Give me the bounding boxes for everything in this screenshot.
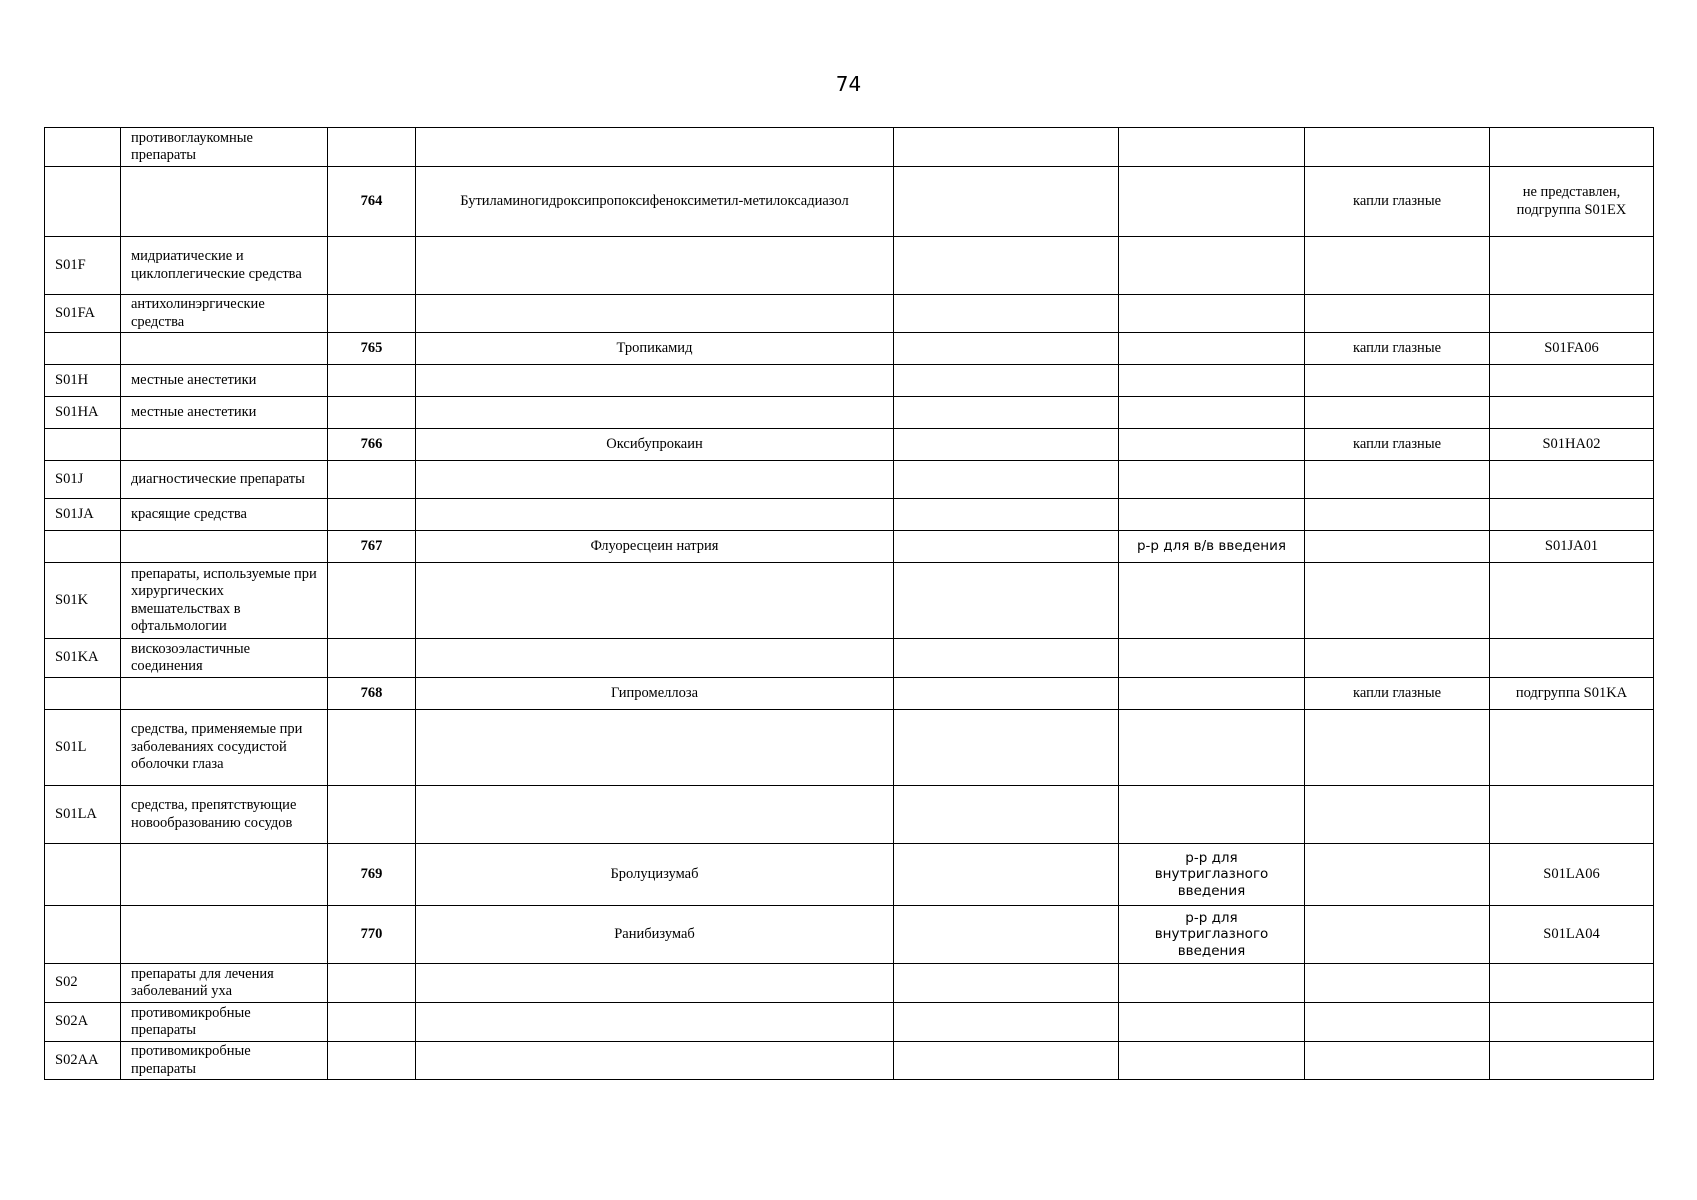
atc-code-cell: S01LA	[45, 786, 121, 844]
table-row	[45, 333, 1654, 365]
item-number-cell: 769	[328, 844, 416, 906]
group-name-cell	[121, 906, 328, 964]
item-number-cell	[328, 710, 416, 786]
injection-form-cell	[1119, 1042, 1305, 1080]
inn-cell: Гипромеллоза	[416, 678, 894, 710]
inn-cell: Ранибизумаб	[416, 906, 894, 964]
item-number-cell	[328, 1003, 416, 1042]
dosage-form-cell	[1305, 499, 1490, 531]
inn-cell	[416, 710, 894, 786]
injection-form-cell: р-р для в/в введения	[1119, 531, 1305, 563]
group-name-cell	[121, 531, 328, 563]
table-row	[45, 563, 1654, 639]
reference-cell	[1490, 128, 1654, 167]
inn-cell	[416, 295, 894, 333]
extra-cell	[894, 237, 1119, 295]
item-number-cell: 770	[328, 906, 416, 964]
group-name-cell: мидриатические и циклоплегические средства	[121, 237, 328, 295]
table-row	[45, 906, 1654, 964]
inn-cell: Флуоресцеин натрия	[416, 531, 894, 563]
dosage-form-cell	[1305, 710, 1490, 786]
extra-cell	[894, 295, 1119, 333]
injection-form-cell	[1119, 678, 1305, 710]
reference-cell	[1490, 1003, 1654, 1042]
inn-cell	[416, 128, 894, 167]
inn-cell	[416, 237, 894, 295]
reference-cell	[1490, 499, 1654, 531]
atc-code-cell: S01L	[45, 710, 121, 786]
group-name-cell	[121, 678, 328, 710]
reference-cell: S01HA02	[1490, 429, 1654, 461]
inn-cell	[416, 499, 894, 531]
dosage-form-cell	[1305, 563, 1490, 639]
atc-code-cell: S01J	[45, 461, 121, 499]
reference-cell: S01LA04	[1490, 906, 1654, 964]
group-name-cell: местные анестетики	[121, 365, 328, 397]
extra-cell	[894, 1003, 1119, 1042]
table-row	[45, 429, 1654, 461]
item-number-cell	[328, 365, 416, 397]
extra-cell	[894, 128, 1119, 167]
table-row	[45, 167, 1654, 237]
item-number-cell	[328, 237, 416, 295]
inn-cell	[416, 365, 894, 397]
table-row	[45, 964, 1654, 1003]
reference-cell	[1490, 964, 1654, 1003]
dosage-form-cell: капли глазные	[1305, 429, 1490, 461]
item-number-cell	[328, 1042, 416, 1080]
injection-form-cell	[1119, 639, 1305, 678]
injection-form-cell	[1119, 786, 1305, 844]
injection-form-cell	[1119, 1003, 1305, 1042]
inn-cell	[416, 964, 894, 1003]
injection-form-cell	[1119, 397, 1305, 429]
injection-form-cell	[1119, 499, 1305, 531]
table-row	[45, 786, 1654, 844]
table-row	[45, 844, 1654, 906]
item-number-cell	[328, 964, 416, 1003]
atc-code-cell	[45, 128, 121, 167]
extra-cell	[894, 333, 1119, 365]
injection-form-cell	[1119, 563, 1305, 639]
dosage-form-cell	[1305, 397, 1490, 429]
inn-cell	[416, 1042, 894, 1080]
table-row	[45, 365, 1654, 397]
inn-cell: Оксибупрокаин	[416, 429, 894, 461]
atc-code-cell: S01JA	[45, 499, 121, 531]
extra-cell	[894, 639, 1119, 678]
injection-form-cell	[1119, 964, 1305, 1003]
extra-cell	[894, 365, 1119, 397]
reference-cell	[1490, 639, 1654, 678]
atc-code-cell	[45, 531, 121, 563]
reference-cell	[1490, 786, 1654, 844]
page-number: 74	[835, 72, 862, 96]
atc-code-cell: S01H	[45, 365, 121, 397]
extra-cell	[894, 678, 1119, 710]
extra-cell	[894, 786, 1119, 844]
inn-cell	[416, 397, 894, 429]
dosage-form-cell	[1305, 906, 1490, 964]
extra-cell	[894, 844, 1119, 906]
atc-code-cell	[45, 333, 121, 365]
group-name-cell: противоглаукомные препараты	[121, 128, 328, 167]
table-row	[45, 710, 1654, 786]
extra-cell	[894, 1042, 1119, 1080]
item-number-cell	[328, 786, 416, 844]
inn-cell: Тропикамид	[416, 333, 894, 365]
extra-cell	[894, 397, 1119, 429]
atc-code-cell	[45, 678, 121, 710]
injection-form-cell	[1119, 128, 1305, 167]
inn-cell	[416, 461, 894, 499]
inn-cell	[416, 1003, 894, 1042]
inn-cell: Бролуцизумаб	[416, 844, 894, 906]
dosage-form-cell	[1305, 128, 1490, 167]
atc-code-cell: S01KA	[45, 639, 121, 678]
group-name-cell: средства, препятствующие новообразованию сосудов	[121, 786, 328, 844]
group-name-cell: вискозоэластичные соединения	[121, 639, 328, 678]
group-name-cell: красящие средства	[121, 499, 328, 531]
table-row	[45, 397, 1654, 429]
extra-cell	[894, 499, 1119, 531]
table-row	[45, 1003, 1654, 1042]
reference-cell	[1490, 397, 1654, 429]
atc-code-cell	[45, 167, 121, 237]
injection-form-cell	[1119, 710, 1305, 786]
group-name-cell	[121, 167, 328, 237]
reference-cell	[1490, 710, 1654, 786]
extra-cell	[894, 461, 1119, 499]
drug-table	[44, 127, 1654, 1080]
table-row	[45, 128, 1654, 167]
injection-form-cell: р-р для внутриглазного введения	[1119, 906, 1305, 964]
table-row	[45, 531, 1654, 563]
table-row	[45, 295, 1654, 333]
group-name-cell: местные анестетики	[121, 397, 328, 429]
table-row	[45, 639, 1654, 678]
inn-cell	[416, 786, 894, 844]
injection-form-cell	[1119, 333, 1305, 365]
item-number-cell: 765	[328, 333, 416, 365]
extra-cell	[894, 531, 1119, 563]
dosage-form-cell: капли глазные	[1305, 678, 1490, 710]
atc-code-cell: S02A	[45, 1003, 121, 1042]
reference-cell: S01JA01	[1490, 531, 1654, 563]
injection-form-cell	[1119, 237, 1305, 295]
injection-form-cell	[1119, 461, 1305, 499]
table-row	[45, 678, 1654, 710]
dosage-form-cell: капли глазные	[1305, 333, 1490, 365]
group-name-cell: противомикробные препараты	[121, 1042, 328, 1080]
group-name-cell	[121, 333, 328, 365]
reference-cell: S01FA06	[1490, 333, 1654, 365]
inn-cell	[416, 639, 894, 678]
reference-cell: не представлен, подгруппа S01EX	[1490, 167, 1654, 237]
group-name-cell	[121, 429, 328, 461]
inn-cell	[416, 563, 894, 639]
item-number-cell	[328, 461, 416, 499]
dosage-form-cell	[1305, 365, 1490, 397]
extra-cell	[894, 906, 1119, 964]
dosage-form-cell: капли глазные	[1305, 167, 1490, 237]
atc-code-cell: S02	[45, 964, 121, 1003]
group-name-cell	[121, 844, 328, 906]
table-row	[45, 499, 1654, 531]
extra-cell	[894, 563, 1119, 639]
group-name-cell: диагностические препараты	[121, 461, 328, 499]
injection-form-cell	[1119, 429, 1305, 461]
item-number-cell	[328, 563, 416, 639]
extra-cell	[894, 429, 1119, 461]
group-name-cell: препараты, используемые при хирургических вмешательствах в офтальмологии	[121, 563, 328, 639]
atc-code-cell	[45, 429, 121, 461]
extra-cell	[894, 710, 1119, 786]
item-number-cell	[328, 397, 416, 429]
inn-cell: Бутиламиногидроксипропоксифеноксиметил-метилоксадиазол	[416, 167, 894, 237]
injection-form-cell	[1119, 365, 1305, 397]
reference-cell: S01LA06	[1490, 844, 1654, 906]
reference-cell	[1490, 461, 1654, 499]
dosage-form-cell	[1305, 964, 1490, 1003]
atc-code-cell: S01FA	[45, 295, 121, 333]
dosage-form-cell	[1305, 844, 1490, 906]
dosage-form-cell	[1305, 639, 1490, 678]
reference-cell	[1490, 295, 1654, 333]
table-row	[45, 237, 1654, 295]
dosage-form-cell	[1305, 786, 1490, 844]
item-number-cell: 768	[328, 678, 416, 710]
reference-cell: подгруппа S01KA	[1490, 678, 1654, 710]
item-number-cell: 764	[328, 167, 416, 237]
dosage-form-cell	[1305, 295, 1490, 333]
atc-code-cell: S01HA	[45, 397, 121, 429]
extra-cell	[894, 964, 1119, 1003]
atc-code-cell	[45, 906, 121, 964]
reference-cell	[1490, 1042, 1654, 1080]
dosage-form-cell	[1305, 461, 1490, 499]
injection-form-cell	[1119, 295, 1305, 333]
dosage-form-cell	[1305, 1042, 1490, 1080]
dosage-form-cell	[1305, 531, 1490, 563]
table-row	[45, 1042, 1654, 1080]
group-name-cell: противомикробные препараты	[121, 1003, 328, 1042]
atc-code-cell: S02AA	[45, 1042, 121, 1080]
group-name-cell: антихолинэргические средства	[121, 295, 328, 333]
item-number-cell: 767	[328, 531, 416, 563]
group-name-cell: препараты для лечения заболеваний уха	[121, 964, 328, 1003]
group-name-cell: средства, применяемые при заболеваниях сосудистой оболочки глаза	[121, 710, 328, 786]
reference-cell	[1490, 563, 1654, 639]
reference-cell	[1490, 237, 1654, 295]
item-number-cell	[328, 128, 416, 167]
atc-code-cell: S01F	[45, 237, 121, 295]
injection-form-cell: р-р для внутриглазного введения	[1119, 844, 1305, 906]
atc-code-cell: S01K	[45, 563, 121, 639]
atc-code-cell	[45, 844, 121, 906]
item-number-cell	[328, 639, 416, 678]
item-number-cell	[328, 499, 416, 531]
dosage-form-cell	[1305, 1003, 1490, 1042]
item-number-cell: 766	[328, 429, 416, 461]
table-row	[45, 461, 1654, 499]
dosage-form-cell	[1305, 237, 1490, 295]
extra-cell	[894, 167, 1119, 237]
item-number-cell	[328, 295, 416, 333]
injection-form-cell	[1119, 167, 1305, 237]
reference-cell	[1490, 365, 1654, 397]
